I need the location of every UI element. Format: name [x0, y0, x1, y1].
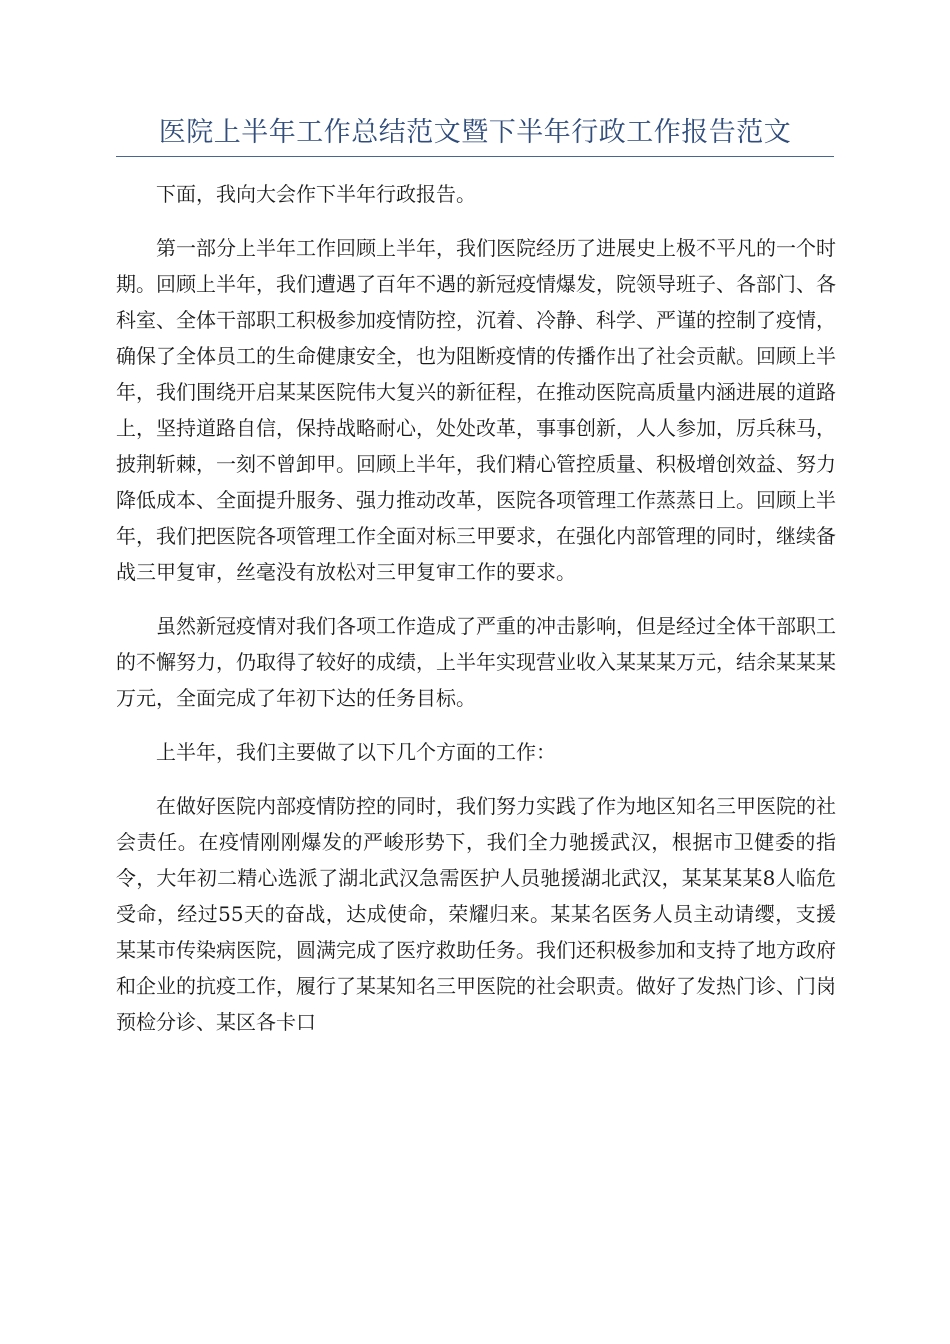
document-body [116, 176, 836, 1058]
title-block [116, 112, 834, 157]
paragraph-review: 第一部分上半年工作回顾上半年，我们医院经历了进展史上极不平凡的一个时期。回顾上半年，我们遭遇了百年不遇的新冠疫情爆发，院领导班子、各部门、各科室、全体干部职工积极参加疫情防控，沉着、冷静、科学、严谨的控制了疫情，确保了全体员工的生命健康安全，也为阻断疫情的传播作出了社会贡献。回顾上半年，我们围绕开启某某医院伟大复兴的新征程，在推动医院高质量内涵进展的道路上，坚持道路自信，保持战略耐心，处处改革，事事创新，人人参加，厉兵秣马，披荆斩棘，一刻不曾卸甲。回顾上半年，我们精心管控质量、积极增创效益、努力降低成本、全面提升服务、强力推动改革，医院各项管理工作蒸蒸日上。回顾上半年，我们把医院各项管理工作全面对标三甲要求，在强化内部管理的同时，继续备战三甲复审，丝毫没有放松对三甲复审工作的要求。 [116, 236, 836, 584]
paragraph-work-intro: 上半年，我们主要做了以下几个方面的工作： [156, 740, 556, 764]
document-title: 医院上半年工作总结范文暨下半年行政工作报告范文 [158, 117, 792, 148]
paragraph-epidemic-work: 在做好医院内部疫情防控的同时，我们努力实践了作为地区知名三甲医院的社会责任。在疫情刚刚爆发的严峻形势下，我们全力驰援武汉，根据市卫健委的指令，大年初二精心选派了湖北武汉急需医护人员驰援湖北武汉，某某某某8人临危受命，经过55天的奋战，达成使命，荣耀归来。某某名医务人员主动请缨，支援某某市传染病医院，圆满完成了医疗救助任务。我们还积极参加和支持了地方政府和企业的抗疫工作，履行了某某知名三甲医院的社会职责。做好了发热门诊、门岗预检分诊、某区各卡口 [116, 794, 836, 1034]
paragraph-intro: 下面，我向大会作下半年行政报告。 [156, 182, 476, 206]
paragraph-results: 虽然新冠疫情对我们各项工作造成了严重的冲击影响，但是经过全体干部职工的不懈努力，仍取得了较好的成绩，上半年实现营业收入某某某万元，结余某某某万元，全面完成了年初下达的任务目标。 [116, 614, 836, 710]
